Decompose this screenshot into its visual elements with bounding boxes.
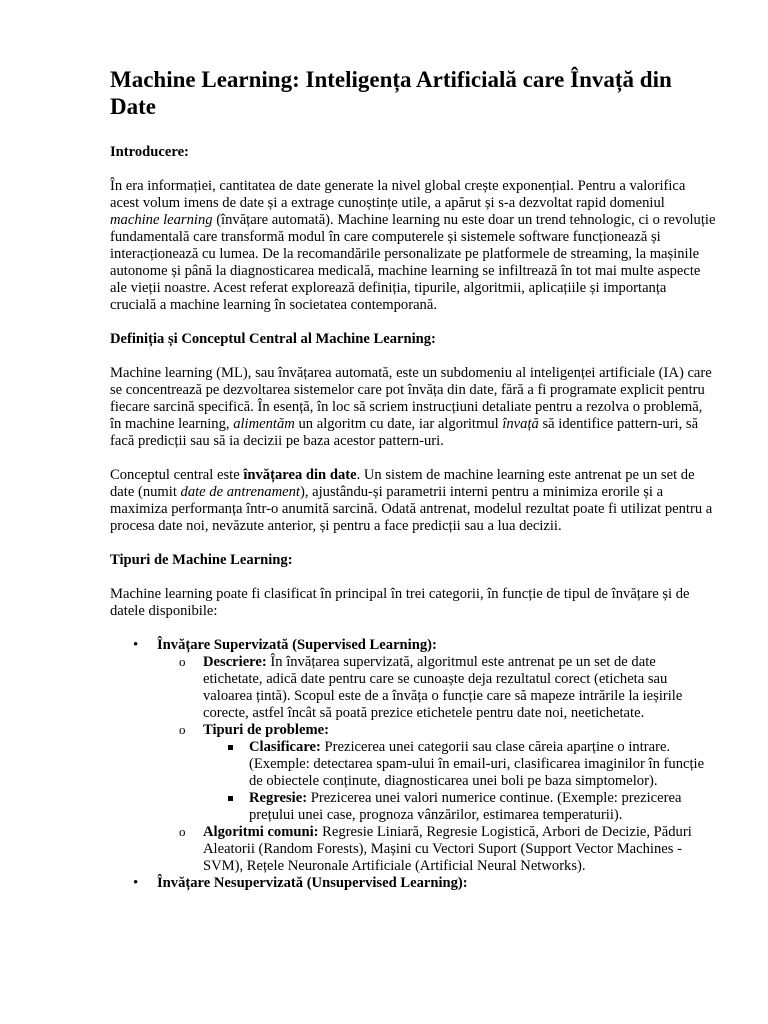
list-item-regression <box>203 790 716 824</box>
definition-p2-emphasis: date de antrenament <box>180 484 300 500</box>
definition-paragraph-2 <box>110 467 716 535</box>
list-item-unsupervised <box>110 875 716 892</box>
definition-paragraph-1 <box>110 365 716 450</box>
types-heading: Tipuri de Machine Learning: <box>110 552 293 568</box>
description-label: Descriere: <box>203 654 267 670</box>
intro-heading: Introducere: <box>110 144 189 160</box>
classification-label: Clasificare: <box>249 739 321 755</box>
definition-p2-text-a: Conceptul central este <box>110 467 244 483</box>
list-item-description <box>157 654 716 722</box>
definition-p1-text-b: un algoritm cu date, iar algoritmul <box>294 416 503 432</box>
definition-p1-emphasis-2: învață <box>502 416 539 432</box>
intro-text-a: În era informației, cantitatea de date generate la nivel global crește exponențial. Pentru a valorifica acest volum imens de date și a extrage cunoștințe utile, a apărut și s-a dezvoltat rapid domeniul <box>110 178 686 211</box>
document-page <box>110 66 716 892</box>
document-title: Machine Learning: Inteligența Artificială care Învață din Date <box>110 67 672 119</box>
supervised-title: Învățare Supervizată (Supervised Learning): <box>157 637 437 653</box>
classification-text: Prezicerea unei categorii sau clase căreia aparține o intrare. (Exemple: detectarea spam-ului în email-uri, clasificarea imaginilor în funcție de obiectele conținute, diagnosticarea unei boli pe baza simptomelor). <box>249 739 705 789</box>
regression-label: Regresie: <box>249 790 308 806</box>
description-text: În învățarea supervizată, algoritmul este antrenat pe un set de date etichetate, adică date pentru care se cunoaște deja rezultatul corect (eticheta sau valoarea țintă). Scopul este de a învăța o funcție care să mapeze intrările la ieșirile corecte, astfel încât să poată prezice etichetele pentru date noi, neetichetate. <box>203 654 683 721</box>
definition-p1-text-c: să identifice pattern-uri, să facă predicții sau să ia decizii pe baza acestor pattern-uri. <box>110 416 699 449</box>
list-item-supervised <box>110 637 716 875</box>
list-item-classification <box>203 739 716 790</box>
definition-heading: Definiția și Conceptul Central al Machine Learning: <box>110 331 436 347</box>
types-intro: Machine learning poate fi clasificat în principal în trei categorii, în funcție de tipul de învățare și de datele disponibile: <box>110 586 690 619</box>
unsupervised-title: Învățare Nesupervizată (Unsupervised Learning): <box>157 875 468 891</box>
intro-text-b: (învățare automată). Machine learning nu este doar un trend tehnologic, ci o revoluție fundamentală care transformă modul în care computerele și sistemele software funcționează și interacționează cu lumea. De la recomandările personalizate pe platformele de streaming, la mașinile autonome și până la diagnosticarea medicală, machine learning se infiltrează în tot mai multe aspecte ale vieții noastre. Acest referat explorează definiția, tipurile, algoritmii, aplicațiile și importanța crucială a machine learning în societatea contemporană. <box>110 212 716 313</box>
regression-text: Prezicerea unei valori numerice continue. (Exemple: prezicerea prețului unei case, prognoza vânzărilor, estimarea temperaturii). <box>249 790 682 823</box>
definition-p2-text-c: ), ajustându-și parametrii interni pentru a minimiza erorile și a maximiza performanța într-o anumită sarcină. Odată antrenat, modelul rezultat poate fi utilizat pentru a procesa date noi, nevăzute anterior, și pentru a face predicții sau a lua decizii. <box>110 484 713 534</box>
definition-p1-text-a: Machine learning (ML), sau învățarea automată, este un subdomeniu al inteligenței artificiale (IA) care se concentrează pe dezvoltarea sistemelor care pot învăța din date, fără a fi programate explicit pentru fiecare sarcină specifică. În esență, în loc să scriem instrucțiuni detaliate pentru a rezolva o problemă, în machine learning, <box>110 365 712 432</box>
problem-types-sublist <box>203 739 716 824</box>
list-item-problem-types <box>157 722 716 824</box>
list-item-algorithms <box>157 824 716 875</box>
definition-p2-text-b: . Un sistem de machine learning este antrenat pe un set de date (numit <box>110 467 695 500</box>
definition-p2-strong: învățarea din date <box>243 467 357 483</box>
algorithms-text: Regresie Liniară, Regresie Logistică, Arbori de Decizie, Păduri Aleatorii (Random Forests), Mașini cu Vectori Suport (Support Vector Machines - SVM), Rețele Neuronale Artificiale (Artificial Neural Networks). <box>203 824 692 874</box>
intro-emphasis: machine learning <box>110 212 213 228</box>
algorithms-label: Algoritmi comuni: <box>203 824 319 840</box>
intro-paragraph <box>110 178 716 314</box>
problem-types-label: Tipuri de probleme: <box>203 722 329 738</box>
supervised-sublist <box>157 654 716 875</box>
definition-p1-emphasis-1: alimentăm <box>233 416 295 432</box>
types-list <box>110 637 716 892</box>
